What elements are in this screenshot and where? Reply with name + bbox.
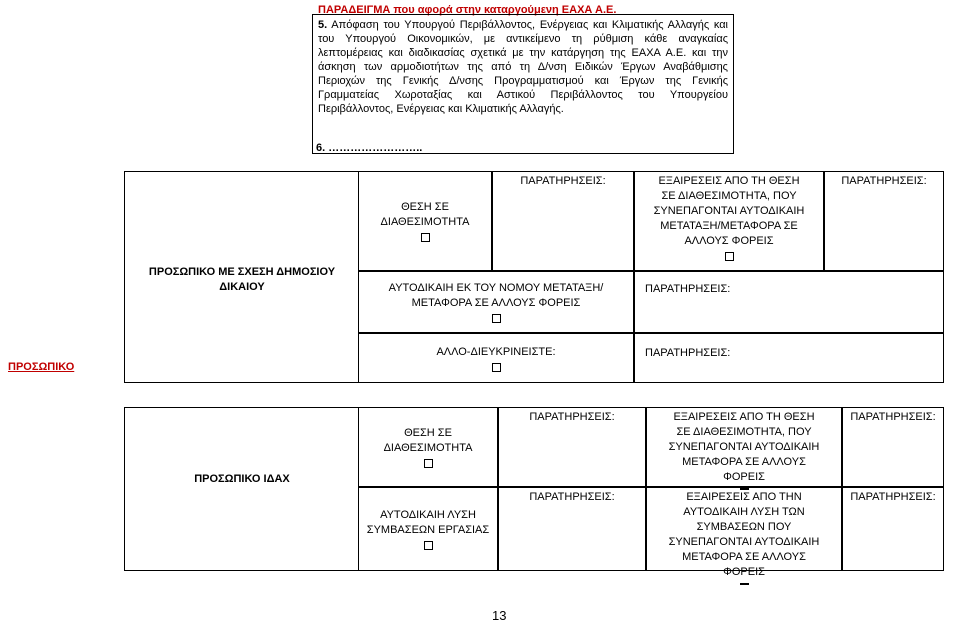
paragraph-number: 5. xyxy=(318,19,328,31)
private-exceptions-2-cell[interactable]: ΕΞΑΙΡΕΣΕΙΣ ΑΠΟ ΤΗΝ ΑΥΤΟΔΙΚΑΙΗ ΛΥΣΗ ΤΩΝ ΣΥΜΒΑΣΕΩΝ ΠΟΥ ΣΥΝΕΠΑΓΟΝΤΑΙ ΑΥΤΟΔΙΚΑΙΗ ΜΕΤΑΦΟΡΑ ΣΕ ΑΛΛΟΥΣ ΦΟΡΕΙΣ xyxy=(646,487,842,571)
checkbox-icon[interactable] xyxy=(421,233,430,242)
item-6: 6. …………………….. xyxy=(316,142,423,154)
page-number: 13 xyxy=(492,608,507,623)
private-exceptions-1-cell[interactable]: ΕΞΑΙΡΕΣΕΙΣ ΑΠΟ ΤΗ ΘΕΣΗ ΣΕ ΔΙΑΘΕΣΙΜΟΤΗΤΑ, ΠΟΥ ΣΥΝΕΠΑΓΟΝΤΑΙ ΑΥΤΟΔΙΚΑΙΗ ΜΕΤΑΦΟΡΑ ΣΕ ΑΛΛΟΥΣ ΦΟΡΕΙΣ xyxy=(646,407,842,487)
checkbox-icon[interactable] xyxy=(424,541,433,550)
section-label-personnel: ΠΡΟΣΩΠΙΚΟ xyxy=(8,361,75,373)
private-availability-cell[interactable]: ΘΕΣΗ ΣΕ ΔΙΑΘΕΣΙΜΟΤΗΤΑ xyxy=(358,407,498,487)
private-notes-4[interactable]: ΠΑΡΑΤΗΡΗΣΕΙΣ: xyxy=(842,487,944,571)
public-transfer-cell[interactable]: ΑΥΤΟΔΙΚΑΙΗ ΕΚ ΤΟΥ ΝΟΜΟΥ ΜΕΤΑΤΑΞΗ/ΜΕΤΑΦΟΡΑ ΣΕ ΑΛΛΟΥΣ ΦΟΡΕΙΣ xyxy=(358,271,634,333)
public-notes-2[interactable]: ΠΑΡΑΤΗΡΗΣΕΙΣ: xyxy=(824,171,944,271)
private-law-label: ΠΡΟΣΩΠΙΚΟ ΙΔΑΧ xyxy=(194,472,290,485)
public-notes-3[interactable]: ΠΑΡΑΤΗΡΗΣΕΙΣ: xyxy=(634,271,944,333)
public-law-label: ΠΡΟΣΩΠΙΚΟ ΜΕ ΣΧΕΣΗ ΔΗΜΟΣΙΟΥ ΔΙΚΑΙΟΥ xyxy=(148,266,336,293)
private-notes-1[interactable]: ΠΑΡΑΤΗΡΗΣΕΙΣ: xyxy=(498,407,646,487)
public-notes-1[interactable]: ΠΑΡΑΤΗΡΗΣΕΙΣ: xyxy=(492,171,634,271)
checkbox-icon[interactable] xyxy=(424,459,433,468)
paragraph-text: Απόφαση του Υπουργού Περιβάλλοντος, Ενέργειας και Κλιματικής Αλλαγής και του Υπουργού Οικονομικών, με αντικείμενο τη ρύθμιση κάθε αναγκαίας λεπτομέρειας και διαδικασίας σχετικά με την κατάργηση της ΕΑΧΑ Α.Ε. και την άσκηση των αρμοδιοτήτων της από τη Δ/νση Ειδικών Έργων Αναβάθμισης Περιοχών της Γενικής Δ/νσης Προγραμματισμού και Έργων της Γενικής Γραμματείας Χωροταξίας και Αστικού Περιβάλλοντος του Υπουργείου Περιβάλλοντος, Ενέργειας και Κλιματικής Αλλαγής. xyxy=(318,19,728,115)
checkbox-icon[interactable] xyxy=(740,583,749,585)
public-exceptions-cell[interactable]: ΕΞΑΙΡΕΣΕΙΣ ΑΠΟ ΤΗ ΘΕΣΗ ΣΕ ΔΙΑΘΕΣΙΜΟΤΗΤΑ, ΠΟΥ ΣΥΝΕΠΑΓΟΝΤΑΙ ΑΥΤΟΔΙΚΑΙΗ ΜΕΤΑΤΑΞΗ/ΜΕΤΑΦΟΡΑ ΣΕ ΑΛΛΟΥΣ ΦΟΡΕΙΣ xyxy=(634,171,824,271)
paragraph-box xyxy=(312,14,734,154)
paragraph-5 xyxy=(318,18,728,116)
public-other-cell[interactable]: ΑΛΛΟ-ΔΙΕΥΚΡΙΝΕΙΣΤΕ: xyxy=(358,333,634,383)
checkbox-icon[interactable] xyxy=(492,363,501,372)
public-availability-cell[interactable]: ΘΕΣΗ ΣΕ ΔΙΑΘΕΣΙΜΟΤΗΤΑ xyxy=(358,171,492,271)
public-notes-4[interactable]: ΠΑΡΑΤΗΡΗΣΕΙΣ: xyxy=(634,333,944,383)
checkbox-icon[interactable] xyxy=(725,252,734,261)
private-notes-3[interactable]: ΠΑΡΑΤΗΡΗΣΕΙΣ: xyxy=(498,487,646,571)
document-header: ΠΑΡΑΔΕΙΓΜΑ που αφορά στην καταργούμενη ΕΑΧΑ Α.Ε. xyxy=(318,4,617,16)
private-notes-2[interactable]: ΠΑΡΑΤΗΡΗΣΕΙΣ: xyxy=(842,407,944,487)
checkbox-icon[interactable] xyxy=(492,314,501,323)
private-termination-cell[interactable]: ΑΥΤΟΔΙΚΑΙΗ ΛΥΣΗ ΣΥΜΒΑΣΕΩΝ ΕΡΓΑΣΙΑΣ xyxy=(358,487,498,571)
